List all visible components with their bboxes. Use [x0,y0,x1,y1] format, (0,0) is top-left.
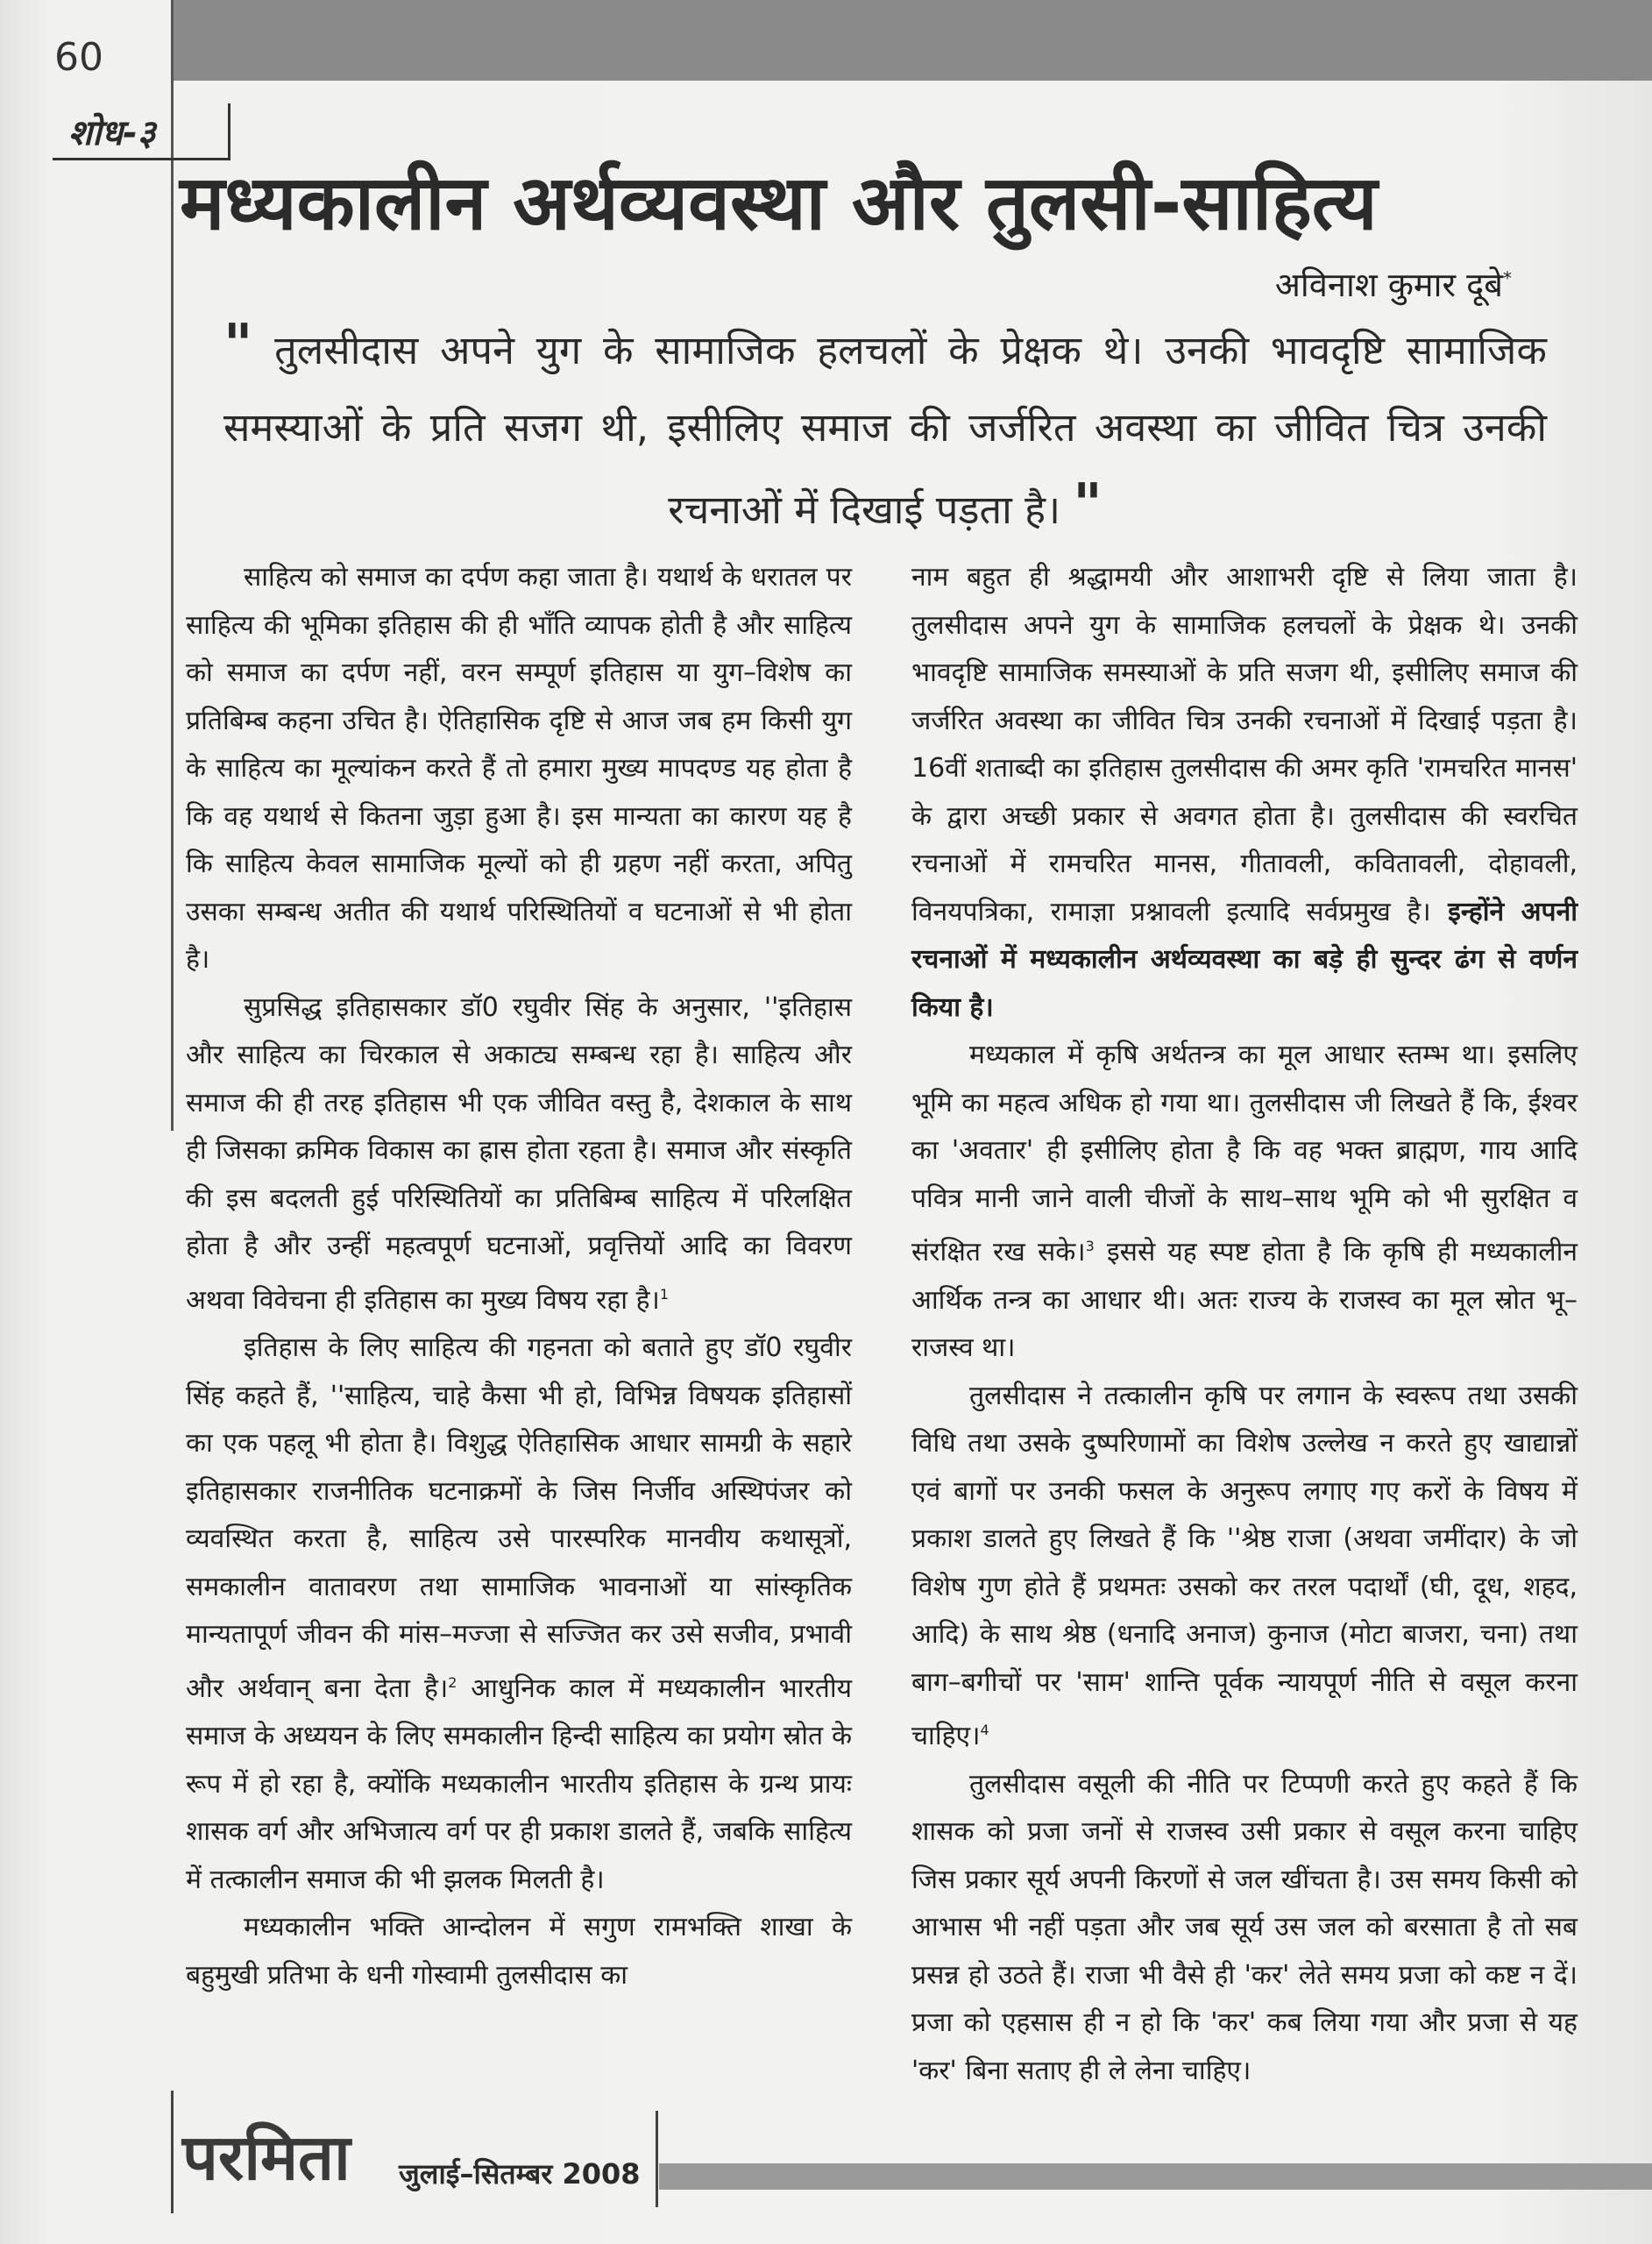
paragraph [911,1032,1578,1373]
footnote-ref: 1 [659,1285,670,1303]
paragraph [186,1324,852,1904]
paragraph-text: नाम बहुत ही श्रद्धामयी और आशाभरी दृष्टि से लिया जाता है। तुलसीदास अपने युग के सामाजिक हलचलों के प्रेक्षक थे। उनकी भावदृष्टि सामाजिक समस्याओं के प्रति सजग थी, इसीलिए समाज की जर्जरित अवस्था का जीवित चित्र उनकी रचनाओं में दिखाई पड़ता है। 16वीं शताब्दी का इतिहास तुलसीदास की अमर कृति 'रामचरित मानस' के द्वारा अच्छी प्रकार से अवगत होता है। तुलसीदास की स्वरचित रचनाओं में रामचरित मानस, गीतावली, कवितावली, दोहावली, विनयपत्रिका, रामाज्ञा प्रश्नावली इत्यादि सर्वप्रमुख है। [911,562,1578,927]
footer-rule [171,2091,174,2213]
paragraph [911,1373,1578,1761]
paragraph-text: सुप्रसिद्ध इतिहासकार डॉ0 रघुवीर सिंह के अनुसार, ''इतिहास और साहित्य का चिरकाल से अकाट्य सम्बन्ध रहा है। साहित्य और समाज की ही तरह इतिहास भी एक जीवित वस्तु है, देशकाल के साथ ही जिसका क्रमिक विकास का ह्रास होता रहता है। समाज और संस्कृति की इस बदलती हुई परिस्थितियों का प्रतिबिम्ब साहित्य में परिलक्षित होता है और उन्हीं महत्वपूर्ण घटनाओं, प्रवृत्तियों आदि का विवरण अथवा विवेचना ही इतिहास का मुख्य विषय रहा है। [186,991,852,1316]
paragraph-text: मध्यकाल में कृषि अर्थतन्त्र का मूल आधार स्तम्भ था। इसलिए भूमि का महत्व अधिक हो गया था। तुलसीदास जी लिखते हैं कि, ईश्वर का 'अवतार' ही इसीलिए होता है कि वह भक्त ब्राह्मण, गाय आदि पवित्र मानी जाने वाली चीजों के साथ–साथ भूमि को भी सुरक्षित व संरक्षित रख सके। [911,1040,1578,1268]
paragraph: मध्यकालीन भक्ति आन्दोलन में सगुण रामभक्ति शाखा के बहुमुखी प्रतिभा के धनी गोस्वामी तुलसीदास का [186,1912,852,1991]
margin-rule [171,0,174,1131]
paragraph-text: तुलसीदास ने तत्कालीन कृषि पर लगान के स्वरूप तथा उसकी विधि तथा उसके दुष्परिणामों का विशेष उल्लेख न करते हुए खाद्यान्नों एवं बागों पर उनकी फसल के अनुरूप लगाए गए करों के विषय में प्रकाश डालते हुए लिखते हैं कि ''श्रेष्ठ राजा (अथवा जमींदार) के जो विशेष गुण होते हैं प्रथमतः उसको कर तरल पदार्थों (घी, दूध, शहद, आदि) के साथ श्रेष्ठ (धनादि अनाज) कुनाज (मोटा बाजरा, चना) तथा बाग–बगीचों पर 'साम' शान्ति पूर्वक न्यायपूर्ण नीति से वसूल करना चाहिए। [911,1380,1578,1751]
footer-band [659,2163,1652,2190]
article-title: मध्यकालीन अर्थव्यवस्था और तुलसी-साहित्य [180,160,1378,247]
open-quote-mark: " [223,313,253,378]
header-band [171,0,1652,81]
author-footnote-mark: * [1503,267,1512,289]
bold-sentence: इन्होंने अपनी रचनाओं में मध्यकालीन अर्थव्यवस्था का बड़े ही सुन्दर ढंग से वर्णन किया है। [911,896,1578,1023]
author-text: अविनाश कुमार दूबे [1274,266,1503,304]
author-name [1275,261,1512,307]
paragraph: साहित्य को समाज का दर्पण कहा जाता है। यथार्थ के धरातल पर साहित्य की भूमिका इतिहास की ही भाँति व्यापक होती है और साहित्य को समाज का दर्पण नहीं, वरन सम्पूर्ण इतिहास या युग–विशेष का प्रतिबिम्ब कहना उचित है। ऐतिहासिक दृष्टि से आज जब हम किसी युग के साहित्य का मूल्यांकन करते हैं तो हमारा मुख्य मापदण्ड यह होता है कि वह यथार्थ से कितना जुड़ा हुआ है। इस मान्यता का कारण यह है कि साहित्य केवल सामाजिक मूल्यों को ही ग्रहण नहीं करता, अपितु उसका सम्बन्ध अतीत की यथार्थ परिस्थितियों व घटनाओं से भी होता है। [186,562,852,975]
paragraph-text: इससे यह स्पष्ट होता है कि कृषि ही मध्यकालीन आर्थिक तन्त्र का आधार थी। अतः राज्य के राजस्व का मूल स्रोत भू–राजस्व था। [911,1237,1578,1363]
footnote-ref: 3 [1085,1238,1095,1254]
paragraph [911,554,1578,1032]
paragraph-text: इतिहास के लिए साहित्य की गहनता को बताते हुए डॉ0 रघुवीर सिंह कहते हैं, ''साहित्य, चाहे कैसा भी हो, विभिन्न विषयक इतिहासों का एक पहलू भी होता है। विशुद्ध ऐतिहासिक आधार सामग्री के सहारे इतिहासकार राजनीतिक घटनाक्रमों के जिस निर्जीव अस्थिपंजर को व्यवस्थित करता है, साहित्य उसे पारस्परिक मानवीय कथासूत्रों, समकालीन वातावरण तथा सामाजिक भावनाओं या सांस्कृतिक मान्यतापूर्ण जीवन की मांस–मज्जा से सज्जित कर उसे सजीव, प्रभावी और अर्थवान् बना देता है। [186,1332,852,1704]
footer-divider [656,2111,658,2207]
issue-date: जुलाई–सितम्बर 2008 [399,2157,641,2191]
paragraph: तुलसीदास वसूली की नीति पर टिप्पणी करते हुए कहते हैं कि शासक को प्रजा जनों से राजस्व उसी प्रकार से वसूल करना चाहिए जिस प्रकार सूर्य अपनी किरणों से जल खींचता है। उस समय किसी को आभास भी नहीं पड़ता और जब सूर्य उस जल को बरसाता है तो सब प्रसन्न हो उठते हैं। राजा भी वैसे ही 'कर' लेते समय प्रजा को कष्ट न दें। प्रजा को एहसास ही न हो कि 'कर' कब लिया गया और प्रजा से यह 'कर' बिना सताए ही ले लेना चाहिए। [911,1768,1578,2086]
section-tag: शोध-३ [68,113,156,153]
footnote-ref: 4 [980,1722,989,1738]
magazine-logo: परमिता [182,2120,351,2194]
paragraph-text: आधुनिक काल में मध्यकालीन भारतीय समाज के अध्ययन के लिए समकालीन हिन्दी साहित्य का प्रयोग स्रोत के रूप में हो रहा है, क्योंकि मध्यकालीन भारतीय इतिहास के ग्रन्थ प्रायः शासक वर्ग और अभिजात्य वर्ग पर ही प्रकाश डालते हैं, जबकि साहित्य में तत्कालीन समाज की भी झलक मिलती है। [186,1672,852,1895]
pull-quote-text: तुलसीदास अपने युग के सामाजिक हलचलों के प्रेक्षक थे। उनकी भावदृष्टि सामाजिक समस्याओं के प्रति सजग थी, इसीलिए समाज की जर्जरित अवस्था का जीवित चित्र उनकी रचनाओं में दिखाई पड़ता है। [223,327,1547,533]
page-number: 60 [54,35,103,80]
right-column [911,554,1578,2095]
left-column [186,554,852,1999]
paragraph [186,984,852,1325]
pull-quote [223,307,1547,549]
footnote-ref: 2 [448,1673,457,1691]
close-quote-mark: " [1073,472,1103,537]
